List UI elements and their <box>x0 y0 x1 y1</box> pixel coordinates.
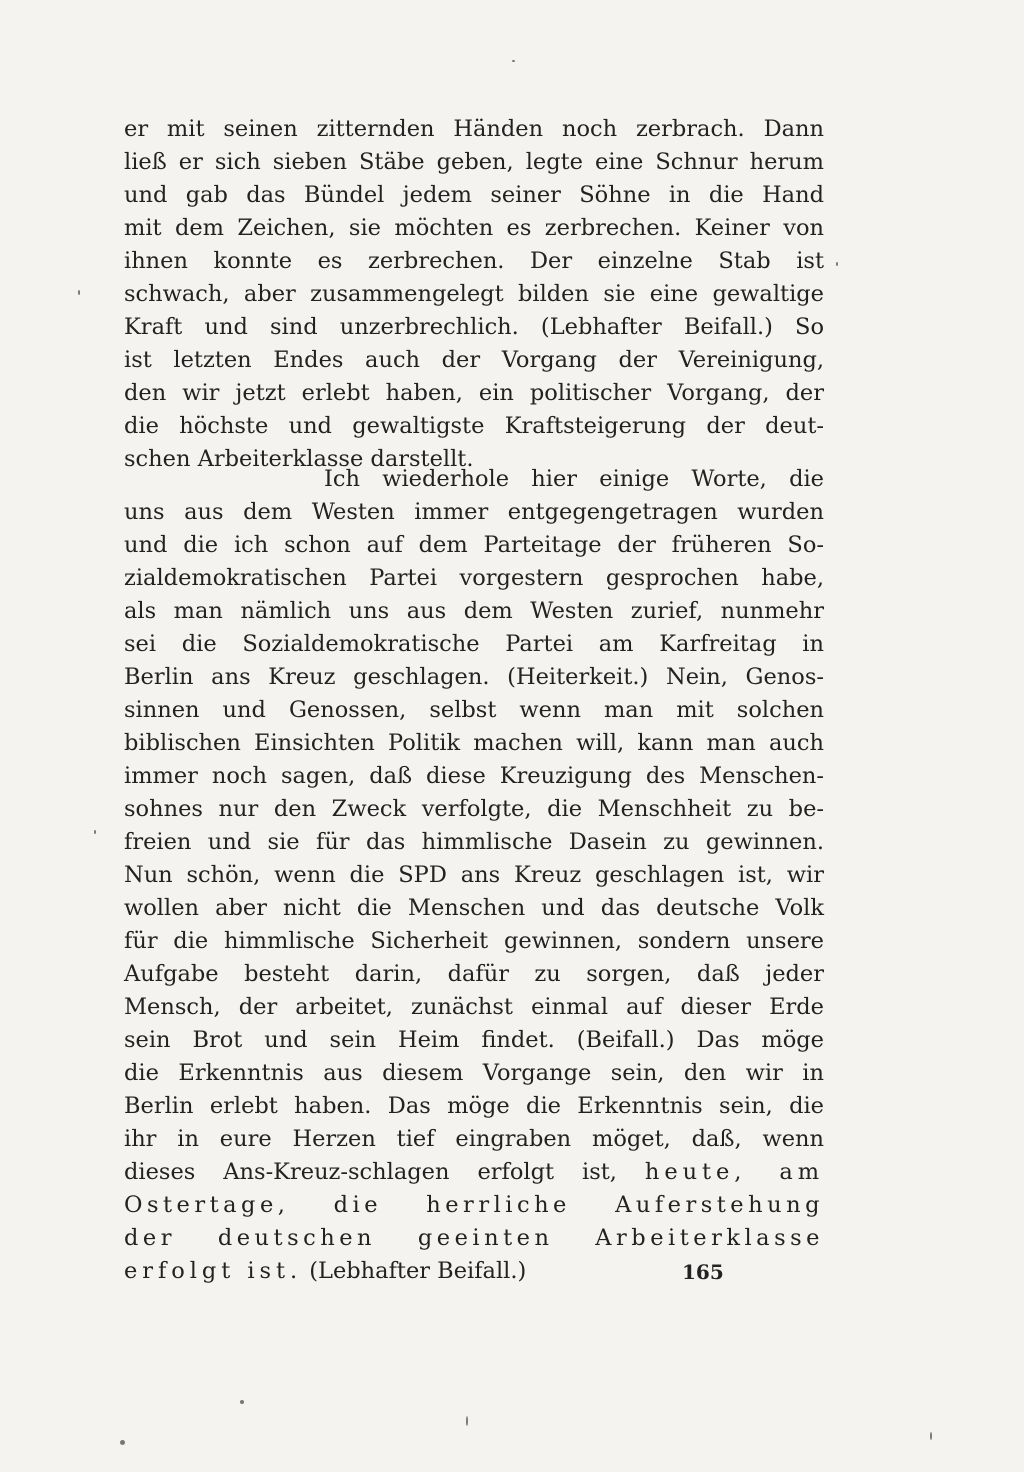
text-line: schen Arbeiterklasse darstellt. <box>124 446 474 472</box>
paper-speck <box>120 1440 125 1445</box>
paper-speck <box>466 1416 468 1426</box>
text-line: Aufgabe besteht darin, dafür zu sorgen, daß jeder <box>124 961 824 987</box>
text-line: mit dem Zeichen, sie möchten es zerbrechen. Keiner von <box>124 215 824 241</box>
text-line: als man nämlich uns aus dem Westen zurief, nunmehr <box>124 598 824 624</box>
text-line-spaced: Ostertage, die herrliche Auferstehung <box>124 1192 824 1218</box>
text-line: ist letzten Endes auch der Vorgang der Vereinigung, <box>124 347 824 373</box>
text-line: sei die Sozialdemokratische Partei am Karfreitag in <box>124 631 824 657</box>
text-line: Berlin erlebt haben. Das möge die Erkenntnis sein, die <box>124 1093 824 1119</box>
text-line: Kraft und sind unzerbrechlich. (Lebhafter Beifall.) So <box>124 314 824 340</box>
text-line: die höchste und gewaltigste Kraftsteigerung der deut- <box>124 413 824 439</box>
text-line: ihnen konnte es zerbrechen. Der einzelne Stab ist <box>124 248 824 274</box>
text-normal: (Lebhafter Beifall.) <box>302 1258 527 1284</box>
text-line: freien und sie für das himmlische Dasein zu gewinnen. <box>124 829 824 855</box>
text-line: immer noch sagen, daß diese Kreuzigung des Menschen- <box>124 763 824 789</box>
text-line: sein Brot und sein Heim findet. (Beifall.) Das möge <box>124 1027 824 1053</box>
text-line-indented: Ich wiederhole hier einige Worte, die <box>324 466 824 492</box>
text-line: er mit seinen zitternden Händen noch zerbrach. Dann <box>124 116 824 142</box>
text-line: biblischen Einsichten Politik machen will, kann man auch <box>124 730 824 756</box>
page-number: 165 <box>682 1260 724 1284</box>
text-spaced: heute, am <box>644 1159 824 1185</box>
text-line-spaced: der deutschen geeinten Arbeiterklasse <box>124 1225 824 1251</box>
text-line: uns aus dem Westen immer entgegengetragen wurden <box>124 499 824 525</box>
paper-speck <box>240 1400 244 1404</box>
paper-speck <box>930 1432 932 1440</box>
text-line-emphasis <box>124 1156 824 1188</box>
text-line: und gab das Bündel jedem seiner Söhne in die Hand <box>124 182 824 208</box>
text-line: die Erkenntnis aus diesem Vorgange sein, den wir in <box>124 1060 824 1086</box>
text-line: sinnen und Genossen, selbst wenn man mit solchen <box>124 697 824 723</box>
text-line: sohnes nur den Zweck verfolgte, die Menschheit zu be- <box>124 796 824 822</box>
text-line: zialdemokratischen Partei vorgestern gesprochen habe, <box>124 565 824 591</box>
text-line: ihr in eure Herzen tief eingraben möget, daß, wenn <box>124 1126 824 1152</box>
text-line: wollen aber nicht die Menschen und das deutsche Volk <box>124 895 824 921</box>
text-line: Mensch, der arbeitet, zunächst einmal auf dieser Erde <box>124 994 824 1020</box>
paper-speck <box>94 830 96 834</box>
paper-speck <box>836 262 838 266</box>
text-line: den wir jetzt erlebt haben, ein politischer Vorgang, der <box>124 380 824 406</box>
text-normal: dieses Ans-Kreuz-schlagen erfolgt ist, <box>124 1159 645 1185</box>
paper-speck <box>78 290 80 295</box>
text-line: ließ er sich sieben Stäbe geben, legte eine Schnur herum <box>124 149 824 175</box>
text-spaced: erfolgt ist. <box>124 1258 303 1284</box>
paper-speck <box>512 60 515 62</box>
text-line: Berlin ans Kreuz geschlagen. (Heiterkeit.) Nein, Genos- <box>124 664 824 690</box>
text-line: Nun schön, wenn die SPD ans Kreuz geschlagen ist, wir <box>124 862 824 888</box>
text-line: für die himmlische Sicherheit gewinnen, sondern unsere <box>124 928 824 954</box>
text-line: und die ich schon auf dem Parteitage der früheren So- <box>124 532 824 558</box>
text-line: schwach, aber zusammengelegt bilden sie eine gewaltige <box>124 281 824 307</box>
